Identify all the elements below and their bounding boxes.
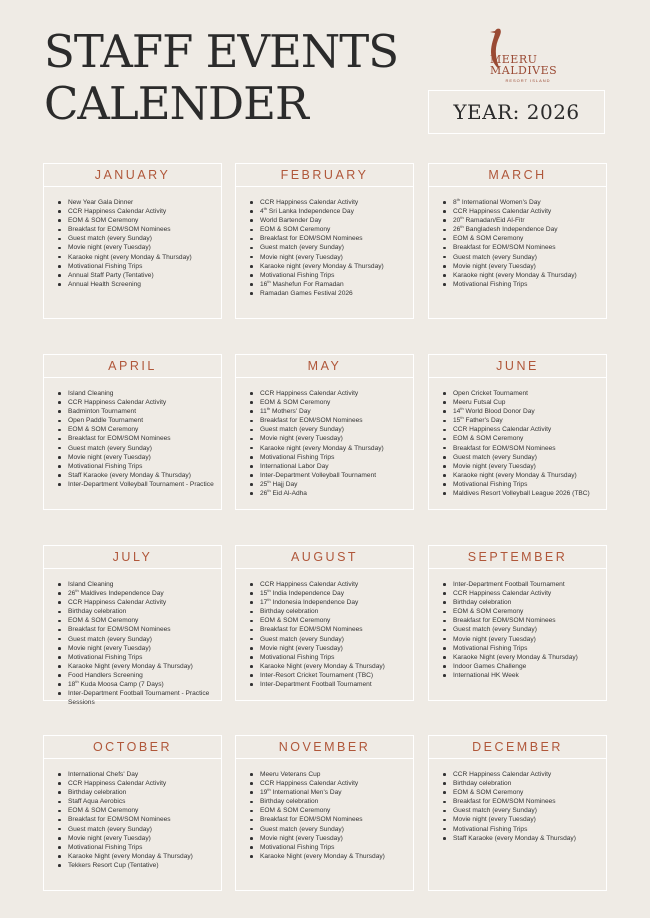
event-item: CCR Happiness Calendar Activity: [453, 425, 600, 434]
event-item: Guest match (every Sunday): [453, 806, 600, 815]
event-list: [44, 759, 221, 870]
logo-tagline: RESORT ISLAND: [505, 78, 551, 83]
event-item: Island Cleaning: [68, 389, 215, 398]
event-item: Movie night (every Tuesday): [260, 434, 407, 443]
event-item: Inter-Department Volleyball Tournament - Practice: [68, 480, 214, 488]
event-item: Meeru Futsal Cup: [453, 398, 600, 407]
event-list: [429, 378, 606, 498]
event-item: Guest match (every Sunday): [453, 453, 600, 462]
page-title: [44, 26, 398, 130]
event-item: Movie night (every Tuesday): [68, 834, 215, 843]
event-item: Guest match (every Sunday): [68, 825, 215, 834]
event-item: Inter-Resort Cricket Tournament (TBC): [260, 671, 407, 680]
event-list: [236, 569, 413, 689]
event-list: [236, 378, 413, 498]
event-item: EOM & SOM Ceremony: [68, 616, 215, 625]
event-item: Motivational Fishing Trips: [68, 462, 215, 471]
month-name: MAY: [236, 355, 413, 378]
event-item: International HK Week: [453, 671, 600, 680]
event-item: 26th Eid Al-Adha: [260, 489, 407, 498]
meeru-maldives-logo: [468, 22, 578, 84]
month-april: [43, 354, 222, 510]
event-item: Indoor Games Challenge: [453, 662, 600, 671]
event-item: New Year Gala Dinner: [68, 198, 215, 207]
event-item: World Bartender Day: [260, 216, 407, 225]
event-item: Movie night (every Tuesday): [260, 834, 407, 843]
event-item: EOM & SOM Ceremony: [68, 806, 215, 815]
month-october: [43, 735, 222, 891]
event-item: CCR Happiness Calendar Activity: [260, 389, 407, 398]
event-item: Karaoke Night (every Monday & Thursday): [68, 852, 215, 861]
month-september: [428, 545, 607, 701]
event-list: [429, 759, 606, 843]
event-item: 26th Bangladesh Independence Day: [453, 225, 600, 234]
event-item: Guest match (every Sunday): [453, 625, 600, 634]
event-item: Breakfast for EOM/SOM Nominees: [68, 625, 215, 634]
event-item: Breakfast for EOM/SOM Nominees: [68, 225, 215, 234]
event-item: Guest match (every Sunday): [453, 253, 600, 262]
event-item: Guest match (every Sunday): [68, 635, 215, 644]
event-item: CCR Happiness Calendar Activity: [260, 198, 407, 207]
event-item: Movie night (every Tuesday): [68, 644, 215, 653]
event-item: Movie night (every Tuesday): [260, 644, 407, 653]
event-item: Karaoke night (every Monday & Thursday): [453, 271, 600, 280]
event-item: Movie night (every Tuesday): [260, 253, 407, 262]
event-item: Motivational Fishing Trips: [260, 271, 407, 280]
event-list: [429, 569, 606, 680]
event-item: Breakfast for EOM/SOM Nominees: [260, 234, 407, 243]
event-item: Birthday celebration: [68, 607, 215, 616]
event-item: Guest match (every Sunday): [260, 825, 407, 834]
event-item: 8th International Women's Day: [453, 198, 600, 207]
event-item: EOM & SOM Ceremony: [453, 234, 600, 243]
event-item: Breakfast for EOM/SOM Nominees: [68, 815, 215, 824]
event-item: Inter-Department Football Tournament - Practice Sessions: [68, 689, 215, 707]
event-item: 19th International Men's Day: [260, 788, 407, 797]
event-item: Breakfast for EOM/SOM Nominees: [453, 444, 600, 453]
event-item: CCR Happiness Calendar Activity: [68, 598, 215, 607]
event-item: Karaoke night (every Monday & Thursday): [260, 262, 407, 271]
event-item: CCR Happiness Calendar Activity: [453, 207, 600, 216]
month-february: [235, 163, 414, 319]
event-item: Breakfast for EOM/SOM Nominees: [260, 815, 407, 824]
event-item: 4th Sri Lanka Independence Day: [260, 207, 407, 216]
event-item: Birthday celebration: [68, 788, 215, 797]
event-item: Karaoke Night (every Monday & Thursday): [260, 852, 407, 861]
event-item: Motivational Fishing Trips: [260, 653, 407, 662]
event-item: 11th Mothers' Day: [260, 407, 407, 416]
event-item: Motivational Fishing Trips: [260, 843, 407, 852]
event-item: 14th World Blood Donor Day: [453, 407, 600, 416]
event-item: Birthday celebration: [453, 779, 600, 788]
event-item: Inter-Department Football Tournament: [260, 680, 407, 689]
event-item: Guest match (every Sunday): [68, 234, 215, 243]
month-august: [235, 545, 414, 701]
event-item: CCR Happiness Calendar Activity: [68, 779, 215, 788]
month-november: [235, 735, 414, 891]
event-item: Movie night (every Tuesday): [453, 262, 600, 271]
event-item: EOM & SOM Ceremony: [260, 225, 407, 234]
event-item: CCR Happiness Calendar Activity: [68, 207, 215, 216]
event-item: Karaoke Night (every Monday & Thursday): [260, 662, 407, 671]
event-item: EOM & SOM Ceremony: [68, 425, 215, 434]
month-name: OCTOBER: [44, 736, 221, 759]
event-item: Motivational Fishing Trips: [453, 280, 600, 289]
month-january: [43, 163, 222, 319]
event-item: Maldives Resort Volleyball League 2026 (TBC): [453, 489, 600, 498]
event-item: Guest match (every Sunday): [260, 243, 407, 252]
event-item: Movie night (every Tuesday): [453, 815, 600, 824]
event-item: Guest match (every Sunday): [260, 635, 407, 644]
month-name: NOVEMBER: [236, 736, 413, 759]
event-item: Birthday celebration: [260, 607, 407, 616]
event-list: [236, 187, 413, 298]
event-item: EOM & SOM Ceremony: [260, 616, 407, 625]
event-item: Motivational Fishing Trips: [453, 480, 600, 489]
event-item: Movie night (every Tuesday): [68, 243, 215, 252]
event-item: International Chefs' Day: [68, 770, 215, 779]
event-item: Birthday celebration: [260, 797, 407, 806]
event-item: Island Cleaning: [68, 580, 215, 589]
event-item: Motivational Fishing Trips: [260, 453, 407, 462]
event-item: 25th Hajj Day: [260, 480, 407, 489]
event-item: Motivational Fishing Trips: [68, 262, 215, 271]
event-item: 15th India Independence Day: [260, 589, 407, 598]
event-item: Karaoke Night (every Monday & Thursday): [453, 653, 600, 662]
event-item: EOM & SOM Ceremony: [453, 434, 600, 443]
event-item: Breakfast for EOM/SOM Nominees: [453, 616, 600, 625]
month-name: JANUARY: [44, 164, 221, 187]
event-item: Inter-Department Volleyball Tournament: [260, 471, 407, 480]
month-name: FEBRUARY: [236, 164, 413, 187]
event-item: Motivational Fishing Trips: [453, 825, 600, 834]
month-name: AUGUST: [236, 546, 413, 569]
event-item: Food Handlers Screening: [68, 671, 215, 680]
event-item: 17th Indonesia Independence Day: [260, 598, 407, 607]
event-item: CCR Happiness Calendar Activity: [453, 589, 600, 598]
event-item: Movie night (every Tuesday): [453, 462, 600, 471]
event-list: [44, 569, 221, 707]
month-name: MARCH: [429, 164, 606, 187]
month-may: [235, 354, 414, 510]
event-item: 18th Kuda Moosa Camp (7 Days): [68, 680, 215, 689]
month-december: [428, 735, 607, 891]
logo-brand-text: MEERU MALDIVES: [490, 53, 558, 77]
event-item: Karaoke night (every Monday & Thursday): [260, 444, 407, 453]
month-june: [428, 354, 607, 510]
event-item: EOM & SOM Ceremony: [260, 398, 407, 407]
event-item: Movie night (every Tuesday): [453, 635, 600, 644]
event-item: Breakfast for EOM/SOM Nominees: [68, 434, 215, 443]
title-line-1: STAFF EVENTS: [44, 25, 399, 78]
month-name: DECEMBER: [429, 736, 606, 759]
event-item: 20th Ramadan/Eid Al-Fitr: [453, 216, 600, 225]
month-name: JULY: [44, 546, 221, 569]
event-item: 15th Father's Day: [453, 416, 600, 425]
event-item: Breakfast for EOM/SOM Nominees: [260, 416, 407, 425]
event-item: Karaoke night (every Monday & Thursday): [68, 253, 215, 262]
event-item: EOM & SOM Ceremony: [453, 607, 600, 616]
title-line-2: CALENDER: [44, 77, 308, 130]
month-name: JUNE: [429, 355, 606, 378]
event-item: Staff Aqua Aerobics: [68, 797, 215, 806]
event-item: EOM & SOM Ceremony: [68, 216, 215, 225]
event-list: [44, 378, 221, 489]
event-item: International Labor Day: [260, 462, 407, 471]
event-list: [236, 759, 413, 861]
event-item: Motivational Fishing Trips: [453, 644, 600, 653]
event-item: Inter-Department Football Tournament: [453, 580, 600, 589]
event-item: Guest match (every Sunday): [260, 425, 407, 434]
event-item: EOM & SOM Ceremony: [260, 806, 407, 815]
event-item: 26th Maldives Independence Day: [68, 589, 215, 598]
event-item: CCR Happiness Calendar Activity: [68, 398, 215, 407]
event-item: Annual Health Screening: [68, 280, 215, 289]
event-item: Annual Staff Party (Tentative): [68, 271, 215, 280]
event-list: [429, 187, 606, 289]
event-item: Breakfast for EOM/SOM Nominees: [260, 625, 407, 634]
event-item: Ramadan Games Festival 2026: [260, 289, 407, 298]
event-item: Open Paddle Tournament: [68, 416, 215, 425]
event-item: CCR Happiness Calendar Activity: [260, 779, 407, 788]
event-item: Badminton Tournament: [68, 407, 215, 416]
month-name: APRIL: [44, 355, 221, 378]
event-item: Movie night (every Tuesday): [68, 453, 215, 462]
event-item: Staff Karaoke (every Monday & Thursday): [68, 471, 215, 480]
year-label: YEAR: 2026: [428, 90, 605, 134]
event-item: Open Cricket Tournament: [453, 389, 600, 398]
event-item: EOM & SOM Ceremony: [453, 788, 600, 797]
month-name: SEPTEMBER: [429, 546, 606, 569]
event-item: Staff Karaoke (every Monday & Thursday): [453, 834, 600, 843]
event-item: Motivational Fishing Trips: [68, 653, 215, 662]
event-item: Karaoke Night (every Monday & Thursday): [68, 662, 215, 671]
event-item: Guest match (every Sunday): [68, 444, 215, 453]
event-item: Meeru Veterans Cup: [260, 770, 407, 779]
month-march: [428, 163, 607, 319]
event-item: Motivational Fishing Trips: [68, 843, 215, 852]
event-item: CCR Happiness Calendar Activity: [260, 580, 407, 589]
month-july: [43, 545, 222, 707]
event-item: Breakfast for EOM/SOM Nominees: [453, 243, 600, 252]
event-item: 16th Mashefun For Ramadan: [260, 280, 407, 289]
event-item: Birthday celebration: [453, 598, 600, 607]
event-item: Tekkers Resort Cup (Tentative): [68, 861, 215, 870]
event-list: [44, 187, 221, 289]
event-item: Karaoke night (every Monday & Thursday): [453, 471, 600, 480]
event-item: CCR Happiness Calendar Activity: [453, 770, 600, 779]
event-item: Breakfast for EOM/SOM Nominees: [453, 797, 600, 806]
